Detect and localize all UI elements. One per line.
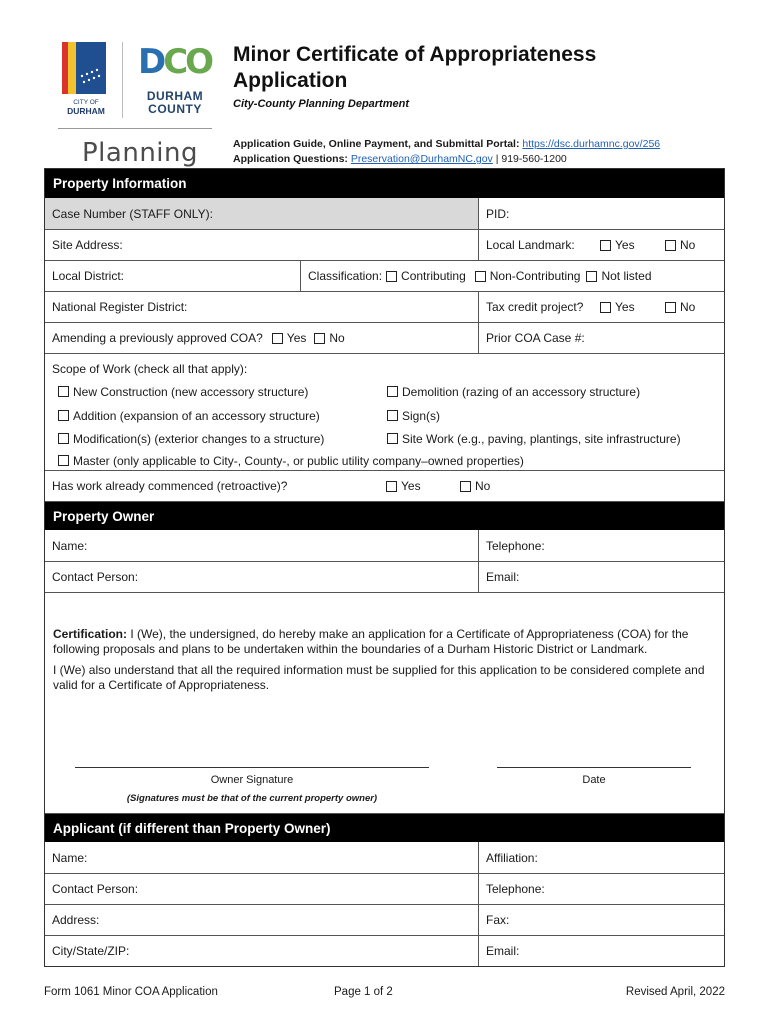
new-construction-label: New Construction (new accessory structure) <box>73 385 309 399</box>
landmark-no-label: No <box>680 238 696 252</box>
date-signature-line[interactable] <box>497 767 691 768</box>
commenced-yes-label: Yes <box>401 479 421 493</box>
certification-section <box>45 592 724 813</box>
landmark-no-checkbox[interactable] <box>665 240 676 251</box>
non-contributing-label: Non-Contributing <box>489 269 581 283</box>
footer-page-number: Page 1 of 2 <box>334 986 393 998</box>
footer-revised: Revised April, 2022 <box>625 986 725 998</box>
master-checkbox[interactable] <box>58 455 69 466</box>
case-number-row <box>45 198 724 229</box>
non-contributing-checkbox[interactable] <box>475 271 486 282</box>
date-label: Date <box>582 774 606 786</box>
modifications-checkbox[interactable] <box>58 433 69 444</box>
commenced-no-label: No <box>475 479 491 493</box>
applicant-contact-label: Contact Person: <box>52 882 139 896</box>
national-register-row <box>45 291 724 322</box>
tax-credit-yes-label: Yes <box>615 300 635 314</box>
master-label: Master (only applicable to City-, County-, or public utility company–owned properties) <box>73 454 524 468</box>
property-owner-heading: Property Owner <box>45 501 724 530</box>
owner-contact-row <box>45 561 724 592</box>
commenced-label: Has work already commenced (retroactive)? <box>52 479 288 493</box>
questions-line <box>233 152 660 167</box>
planning-wordmark: Planning <box>82 138 198 168</box>
applicant-city-row <box>45 935 724 966</box>
applicant-email-field[interactable] <box>478 936 724 966</box>
guide-line <box>233 137 660 152</box>
applicant-affiliation-field[interactable] <box>478 842 724 873</box>
applicant-email-label: Email: <box>486 944 520 958</box>
applicant-address-row <box>45 904 724 935</box>
applicant-heading: Applicant (if different than Property Owner) <box>45 813 724 842</box>
applicant-telephone-field[interactable] <box>478 874 724 904</box>
owner-name-label: Name: <box>52 538 88 553</box>
commenced-no-checkbox[interactable] <box>460 481 471 492</box>
amending-row <box>45 322 724 353</box>
county-logo-line-2: COUNTY <box>148 102 202 116</box>
local-landmark-field <box>478 230 724 260</box>
owner-contact-field[interactable] <box>45 562 478 592</box>
scope-signs <box>387 409 440 423</box>
certification-paragraph-2: I (We) also understand that all the required information must be supplied for this application to be considered complete and valid for a Certificate of Appropriateness. <box>53 663 705 692</box>
applicant-contact-field[interactable] <box>45 874 478 904</box>
logo-block <box>58 38 220 173</box>
city-of-durham-logo <box>58 38 110 118</box>
addition-label: Addition (expansion of an accessory structure) <box>73 409 320 423</box>
scope-label: Scope of Work (check all that apply): <box>52 362 248 376</box>
questions-label: Application Questions: <box>233 153 348 165</box>
amending-yes-checkbox[interactable] <box>272 333 283 344</box>
scope-demolition <box>387 385 640 399</box>
prior-case-label: Prior COA Case #: <box>486 331 585 345</box>
city-logo-text-2: DURHAM <box>67 106 105 116</box>
phone-number: | 919-560-1200 <box>495 153 567 165</box>
owner-telephone-field[interactable] <box>478 530 724 561</box>
not-listed-checkbox[interactable] <box>586 271 597 282</box>
title-line-1: Minor Certificate of Appropriateness <box>233 43 597 66</box>
county-logo-line-1: DURHAM <box>146 89 204 103</box>
tax-credit-no-checkbox[interactable] <box>665 302 676 313</box>
pid-field[interactable] <box>478 198 724 229</box>
scope-addition <box>58 409 320 423</box>
applicant-name-label: Name: <box>52 850 88 865</box>
applicant-fax-field[interactable] <box>478 905 724 935</box>
local-landmark-label: Local Landmark: <box>486 238 575 252</box>
classification-label: Classification: <box>308 269 383 283</box>
local-district-label: Local District: <box>52 269 125 283</box>
questions-email-link[interactable]: Preservation@DurhamNC.gov <box>350 153 493 165</box>
amending-label: Amending a previously approved COA? <box>52 331 263 345</box>
scope-new-construction <box>58 385 308 399</box>
addition-checkbox[interactable] <box>58 410 69 421</box>
contributing-checkbox[interactable] <box>386 271 397 282</box>
city-logo-text-1: CITY OF <box>73 99 99 106</box>
contributing-label: Contributing <box>401 269 466 283</box>
tax-credit-yes-checkbox[interactable] <box>600 302 611 313</box>
county-logo-co: CO <box>163 42 212 82</box>
new-construction-checkbox[interactable] <box>58 386 69 397</box>
owner-name-row <box>45 530 724 561</box>
applicant-address-label: Address: <box>52 913 100 927</box>
department-subtitle: City-County Planning Department <box>233 98 410 110</box>
certification-paragraph-1 <box>53 627 721 657</box>
tax-credit-label: Tax credit project? <box>486 300 584 314</box>
scope-master <box>58 454 524 468</box>
scope-site-work <box>387 432 681 446</box>
applicant-address-field[interactable] <box>45 905 478 935</box>
guide-label: Application Guide, Online Payment, and Submittal Portal: <box>233 138 520 150</box>
demolition-label: Demolition (razing of an accessory structure) <box>402 385 641 399</box>
applicant-name-field[interactable] <box>45 842 478 873</box>
owner-email-field[interactable] <box>478 562 724 592</box>
pid-label: PID: <box>486 206 510 221</box>
national-register-label: National Register District: <box>52 300 188 314</box>
contact-info <box>233 137 660 167</box>
page-title <box>233 42 596 94</box>
site-address-row <box>45 229 724 260</box>
modifications-label: Modification(s) (exterior changes to a structure) <box>73 432 325 446</box>
application-form <box>44 168 725 967</box>
owner-contact-label: Contact Person: <box>52 570 139 584</box>
signature-note: (Signatures must be that of the current property owner) <box>126 793 378 804</box>
applicant-affiliation-label: Affiliation: <box>486 850 538 865</box>
commenced-yes-checkbox[interactable] <box>386 481 397 492</box>
classification-field <box>300 261 724 291</box>
property-information-heading: Property Information <box>45 169 724 198</box>
county-logo-mark <box>138 42 211 82</box>
amending-no-checkbox[interactable] <box>314 333 325 344</box>
footer-form-name: Form 1061 Minor COA Application <box>44 986 218 998</box>
applicant-city-label: City/State/ZIP: <box>52 944 130 958</box>
tax-credit-field <box>478 292 724 322</box>
commenced-row <box>45 470 724 501</box>
owner-telephone-label: Telephone: <box>486 538 545 553</box>
county-logo-name <box>140 90 210 116</box>
signs-checkbox[interactable] <box>387 410 398 421</box>
not-listed-label: Not listed <box>601 269 652 283</box>
site-address-label: Site Address: <box>52 238 123 252</box>
landmark-yes-label: Yes <box>615 238 635 252</box>
site-work-checkbox[interactable] <box>387 433 398 444</box>
logo-divider <box>122 42 123 118</box>
county-logo-d: D <box>138 42 164 82</box>
landmark-yes-checkbox[interactable] <box>600 240 611 251</box>
durham-county-logo <box>138 42 218 118</box>
amending-field <box>45 323 478 353</box>
scope-of-work-section <box>45 353 724 470</box>
tax-credit-no-label: No <box>680 300 696 314</box>
prior-case-field[interactable] <box>478 323 724 353</box>
case-number-label: Case Number (STAFF ONLY): <box>52 206 213 221</box>
local-district-row <box>45 260 724 291</box>
certification-text-1: I (We), the undersigned, do hereby make an application for a Certificate of Appropriateness (COA) for the following proposals and plans to be undertaken within the boundaries of a Durham Historic District or Landmark. <box>53 627 689 656</box>
commenced-field <box>45 471 724 501</box>
signs-label: Sign(s) <box>402 409 441 423</box>
applicant-fax-label: Fax: <box>486 913 510 927</box>
case-number-field[interactable] <box>45 198 478 229</box>
title-line-2: Application <box>233 69 348 92</box>
local-district-field[interactable] <box>45 261 300 291</box>
site-work-label: Site Work (e.g., paving, plantings, site infrastructure) <box>402 432 681 446</box>
certification-label: Certification: <box>53 627 128 641</box>
demolition-checkbox[interactable] <box>387 386 398 397</box>
owner-signature-label: Owner Signature <box>210 774 294 786</box>
owner-name-field[interactable] <box>45 530 478 561</box>
applicant-name-row <box>45 842 724 873</box>
applicant-telephone-label: Telephone: <box>486 882 545 896</box>
national-register-field[interactable] <box>45 292 478 322</box>
amending-yes-label: Yes <box>286 331 307 345</box>
applicant-contact-row <box>45 873 724 904</box>
site-address-field[interactable] <box>45 230 478 260</box>
owner-email-label: Email: <box>486 570 520 584</box>
amending-no-label: No <box>329 331 345 345</box>
guide-link[interactable]: https://dsc.durhamnc.gov/256 <box>522 138 661 150</box>
scope-modifications <box>58 432 324 446</box>
logo-rule <box>58 128 212 129</box>
applicant-city-field[interactable] <box>45 936 478 966</box>
owner-signature-line[interactable] <box>75 767 429 768</box>
